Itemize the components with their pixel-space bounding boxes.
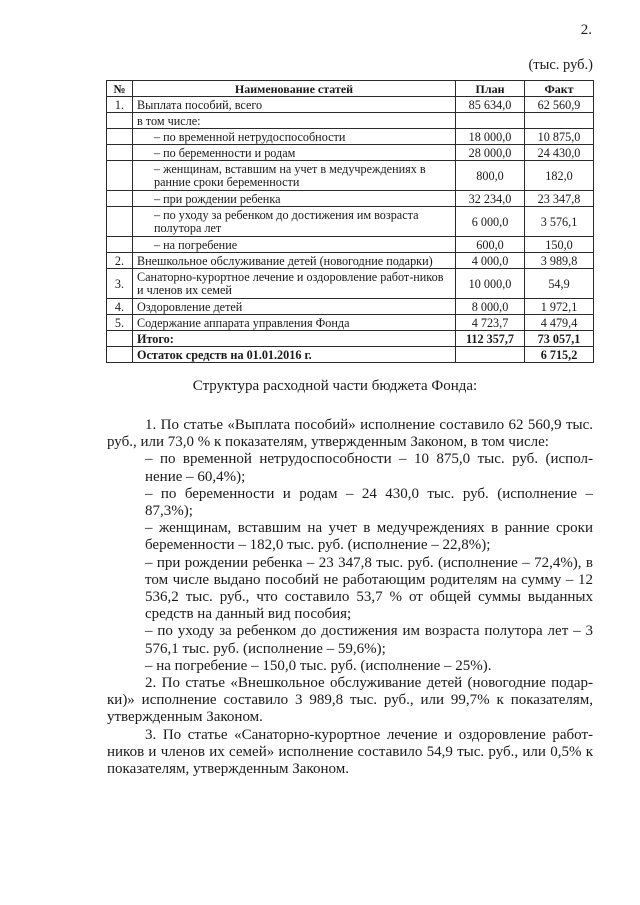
row-num: 1.: [107, 97, 133, 113]
row-name: Выплата пособий, всего: [133, 97, 456, 113]
units-label: (тыс. руб.): [528, 57, 593, 73]
row-plan: 8 000,0: [456, 299, 525, 315]
row-name: Внешкольное обслуживание детей (новогодние подарки): [133, 253, 456, 269]
row-fact: 23 347,8: [525, 191, 594, 207]
row-fact: 54,9: [525, 269, 594, 299]
row-num: 4.: [107, 299, 133, 315]
row-fact: 10 875,0: [525, 129, 594, 145]
table-row: [107, 97, 594, 113]
header-plan: План: [456, 81, 525, 97]
row-num: 5.: [107, 315, 133, 331]
sub-item: – по беременности и родам – 24 430,0 тыс. руб. (исполнение – 87,3%);: [145, 485, 593, 520]
row-num: [107, 113, 133, 129]
row-plan: [456, 347, 525, 363]
row-name: – по уходу за ребенком до достижения им возраста полутора лет: [133, 207, 456, 237]
row-fact: [525, 113, 594, 129]
table-row: [107, 191, 594, 207]
sub-item: – по уходу за ребенком до достижения им возраста полутора лет – 3 576,1 тыс. руб. (исполнение – 59,6%);: [145, 623, 593, 657]
row-num: [107, 331, 133, 347]
row-plan: 85 634,0: [456, 97, 525, 113]
row-num: [107, 237, 133, 253]
sub-item: – при рождении ребенка – 23 347,8 тыс. руб. (исполнение – 72,4%), в том числе выдано пособий не работающим родителям на сумму – 12 536,2 тыс. руб., что составило 53,7 % от общей суммы выданных средств на данный вид пособия;: [145, 554, 593, 623]
row-name: Остаток средств на 01.01.2016 г.: [133, 347, 456, 363]
row-fact: 3 576,1: [525, 207, 594, 237]
header-fact: Факт: [525, 81, 594, 97]
header-num: №: [107, 81, 133, 97]
table-row: [107, 145, 594, 161]
body-text: [107, 417, 593, 778]
table-row: [107, 299, 594, 315]
row-num: [107, 207, 133, 237]
table-row-total: [107, 331, 594, 347]
table-row: [107, 269, 594, 299]
row-num: 2.: [107, 253, 133, 269]
row-name: – по беременности и родам: [133, 145, 456, 161]
row-name: Содержание аппарата управления Фонда: [133, 315, 456, 331]
row-plan: [456, 113, 525, 129]
paragraph: 3. По статье «Санаторно-курортное лечение и оздоровление работ-ников и членов их семей» исполнение составило 54,9 тыс. руб., или 0,5% к показателям, утвержденным Законом.: [107, 726, 593, 778]
header-name: Наименование статей: [133, 81, 456, 97]
row-fact: 62 560,9: [525, 97, 594, 113]
table-row: [107, 113, 594, 129]
sub-item: – женщинам, вставшим на учет в медучреждениях в ранние сроки беременности – 182,0 тыс. руб. (исполнение – 22,8%);: [145, 520, 593, 554]
row-plan: 600,0: [456, 237, 525, 253]
row-fact: 4 479,4: [525, 315, 594, 331]
row-name: – на погребение: [133, 237, 456, 253]
paragraph: 1. По статье «Выплата пособий» исполнение составило 62 560,9 тыс. руб., или 73,0 % к показателям, утвержденным Законом, в том числе:: [107, 417, 593, 451]
row-name: Оздоровление детей: [133, 299, 456, 315]
row-num: [107, 129, 133, 145]
row-fact: 24 430,0: [525, 145, 594, 161]
row-fact: 1 972,1: [525, 299, 594, 315]
row-fact: 73 057,1: [525, 331, 594, 347]
table-row-balance: [107, 347, 594, 363]
table-row: [107, 237, 594, 253]
row-num: [107, 161, 133, 191]
row-plan: 800,0: [456, 161, 525, 191]
row-name: – женщинам, вставшим на учет в медучреждениях в ранние сроки беременности: [133, 161, 456, 191]
table-row: [107, 129, 594, 145]
table-row: [107, 315, 594, 331]
table-row: [107, 253, 594, 269]
budget-table: [106, 80, 594, 363]
row-plan: 10 000,0: [456, 269, 525, 299]
row-fact: 182,0: [525, 161, 594, 191]
row-fact: 3 989,8: [525, 253, 594, 269]
row-plan: 112 357,7: [456, 331, 525, 347]
row-plan: 32 234,0: [456, 191, 525, 207]
row-num: [107, 145, 133, 161]
section-title: Структура расходной части бюджета Фонда:: [192, 378, 478, 394]
row-fact: 6 715,2: [525, 347, 594, 363]
row-num: [107, 191, 133, 207]
row-plan: 4 000,0: [456, 253, 525, 269]
row-name: – при рождении ребенка: [133, 191, 456, 207]
row-name: в том числе:: [133, 113, 456, 129]
row-plan: 4 723,7: [456, 315, 525, 331]
row-name: Санаторно-курортное лечение и оздоровление работ-ников и членов их семей: [133, 269, 456, 299]
table-row: [107, 207, 594, 237]
sub-item: – по временной нетрудоспособности – 10 875,0 тыс. руб. (испол-нение – 60,4%);: [145, 451, 593, 485]
row-name: Итого:: [133, 331, 456, 347]
page-number: 2.: [580, 22, 592, 38]
row-plan: 6 000,0: [456, 207, 525, 237]
row-name: – по временной нетрудоспособности: [133, 129, 456, 145]
row-num: [107, 347, 133, 363]
row-num: 3.: [107, 269, 133, 299]
table-row: [107, 161, 594, 191]
paragraph: 2. По статье «Внешкольное обслуживание детей (новогодние подар-ки)» исполнение составило 3 989,8 тыс. руб., или 99,7% к показателям, утвержденным Законом.: [107, 675, 593, 726]
sub-item: – на погребение – 150,0 тыс. руб. (исполнение – 25%).: [145, 657, 492, 674]
row-plan: 18 000,0: [456, 129, 525, 145]
row-fact: 150,0: [525, 237, 594, 253]
table-header-row: [107, 81, 594, 97]
row-plan: 28 000,0: [456, 145, 525, 161]
